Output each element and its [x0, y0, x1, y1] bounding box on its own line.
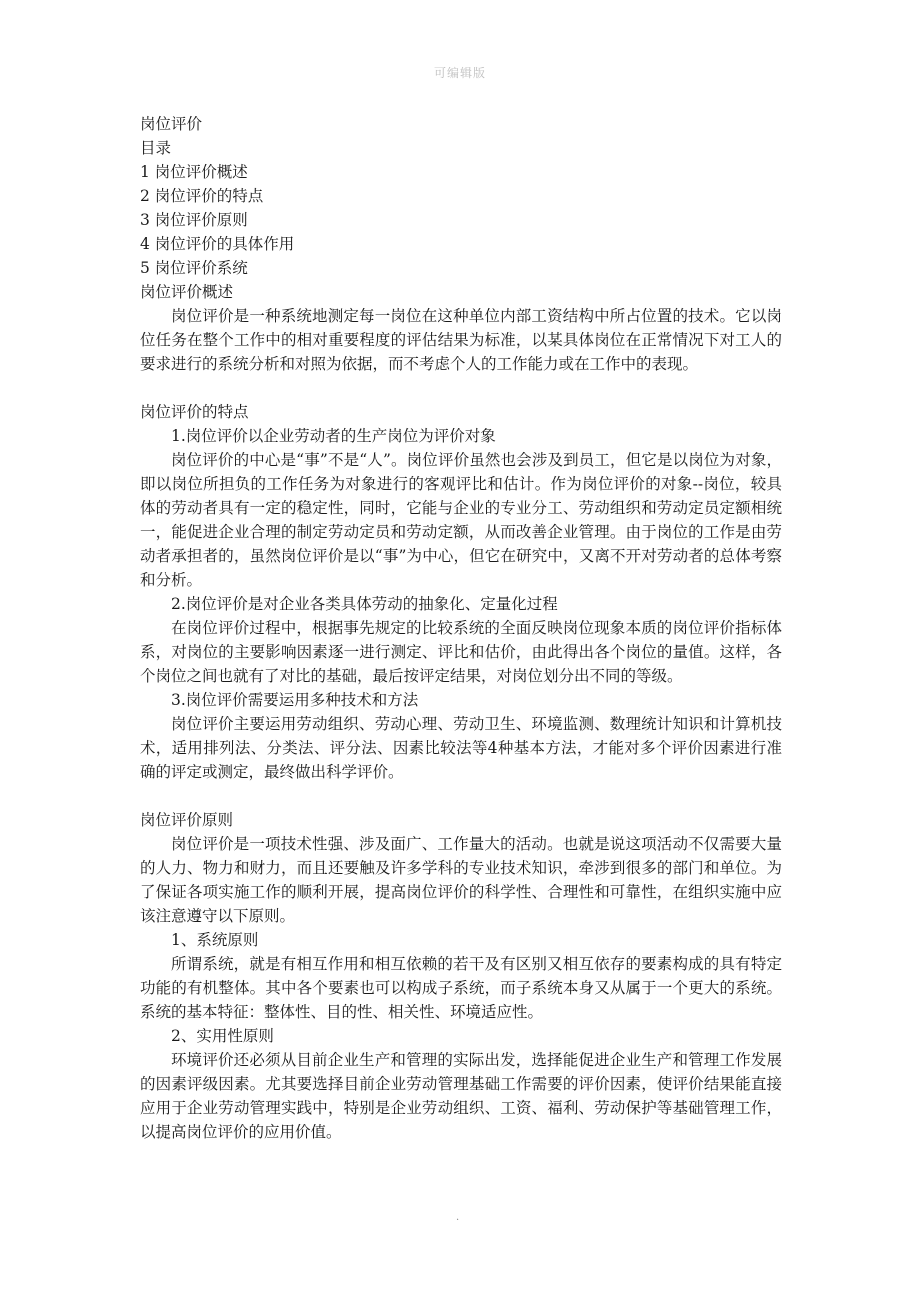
toc-item: 2 岗位评价的特点 — [140, 187, 264, 205]
section-heading: 岗位评价原则 — [140, 811, 234, 829]
section-heading: 岗位评价概述 — [140, 283, 234, 301]
subsection-heading: 2.岗位评价是对企业各类具体劳动的抽象化、定量化过程 — [171, 595, 558, 613]
paragraph: 岗位评价是一项技术性强、涉及面广、工作量大的活动。也就是说这项活动不仅需要大量的人力、物力和财力，而且还要触及许多学科的专业技术知识，牵涉到很多的部门和单位。为了保证各项实施工作的顺利开展，提高岗位评价的科学性、合理性和可靠性，在组织实施中应该注意遵守以下原则。 — [140, 835, 782, 925]
document-title: 岗位评价 — [140, 115, 203, 133]
paragraph: 环境评价还必须从目前企业生产和管理的实际出发，选择能促进企业生产和管理工作发展的因素评级因素。尤其要选择目前企业劳动管理基础工作需要的评价因素，使评价结果能直接应用于企业劳动管理实践中，特别是企业劳动组织、工资、福利、劳动保护等基础管理工作，以提高岗位评价的应用价值。 — [140, 1051, 782, 1141]
paragraph: 所谓系统，就是有相互作用和相互依赖的若干及有区别又相互依存的要素构成的具有特定功能的有机整体。其中各个要素也可以构成子系统，而子系统本身又从属于一个更大的系统。系统的基本特征：整体性、目的性、相关性、环境适应性。 — [140, 955, 782, 1021]
page-header-watermark: 可编辑版 — [433, 66, 486, 80]
page-footer-mark: . — [456, 1212, 460, 1223]
subsection-heading: 1、系统原则 — [171, 931, 259, 949]
toc-item: 1 岗位评价概述 — [140, 163, 248, 181]
toc-label: 目录 — [140, 139, 172, 157]
toc-item: 4 岗位评价的具体作用 — [140, 235, 295, 253]
section-heading: 岗位评价的特点 — [140, 403, 249, 421]
toc-item: 3 岗位评价原则 — [140, 211, 248, 229]
blank-line — [140, 376, 782, 400]
document-body — [140, 112, 782, 1144]
blank-line — [140, 784, 782, 808]
paragraph: 岗位评价是一种系统地测定每一岗位在这种单位内部工资结构中所占位置的技术。它以岗位任务在整个工作中的相对重要程度的评估结果为标准，以某具体岗位在正常情况下对工人的要求进行的系统分析和对照为依据，而不考虑个人的工作能力或在工作中的表现。 — [140, 307, 782, 373]
subsection-heading: 1.岗位评价以企业劳动者的生产岗位为评价对象 — [171, 427, 496, 445]
toc-item: 5 岗位评价系统 — [140, 259, 248, 277]
paragraph: 岗位评价主要运用劳动组织、劳动心理、劳动卫生、环境监测、数理统计知识和计算机技术，适用排列法、分类法、评分法、因素比较法等4种基本方法，才能对多个评价因素进行准确的评定或测定，最终做出科学评价。 — [140, 715, 782, 781]
paragraph: 在岗位评价过程中，根据事先规定的比较系统的全面反映岗位现象本质的岗位评价指标体系，对岗位的主要影响因素逐一进行测定、评比和估价，由此得出各个岗位的量值。这样，各个岗位之间也就有了对比的基础，最后按评定结果，对岗位划分出不同的等级。 — [140, 619, 782, 685]
subsection-heading: 2、实用性原则 — [171, 1027, 274, 1045]
subsection-heading: 3.岗位评价需要运用多种技术和方法 — [171, 691, 419, 709]
paragraph: 岗位评价的中心是“事”不是“人”。岗位评价虽然也会涉及到员工，但它是以岗位为对象，即以岗位所担负的工作任务为对象进行的客观评比和估计。作为岗位评价的对象--岗位，较具体的劳动者具有一定的稳定性，同时，它能与企业的专业分工、劳动组织和劳动定员定额相统一，能促进企业合理的制定劳动定员和劳动定额，从而改善企业管理。由于岗位的工作是由劳动者承担者的，虽然岗位评价是以“事”为中心，但它在研究中，又离不开对劳动者的总体考察和分析。 — [140, 451, 782, 589]
